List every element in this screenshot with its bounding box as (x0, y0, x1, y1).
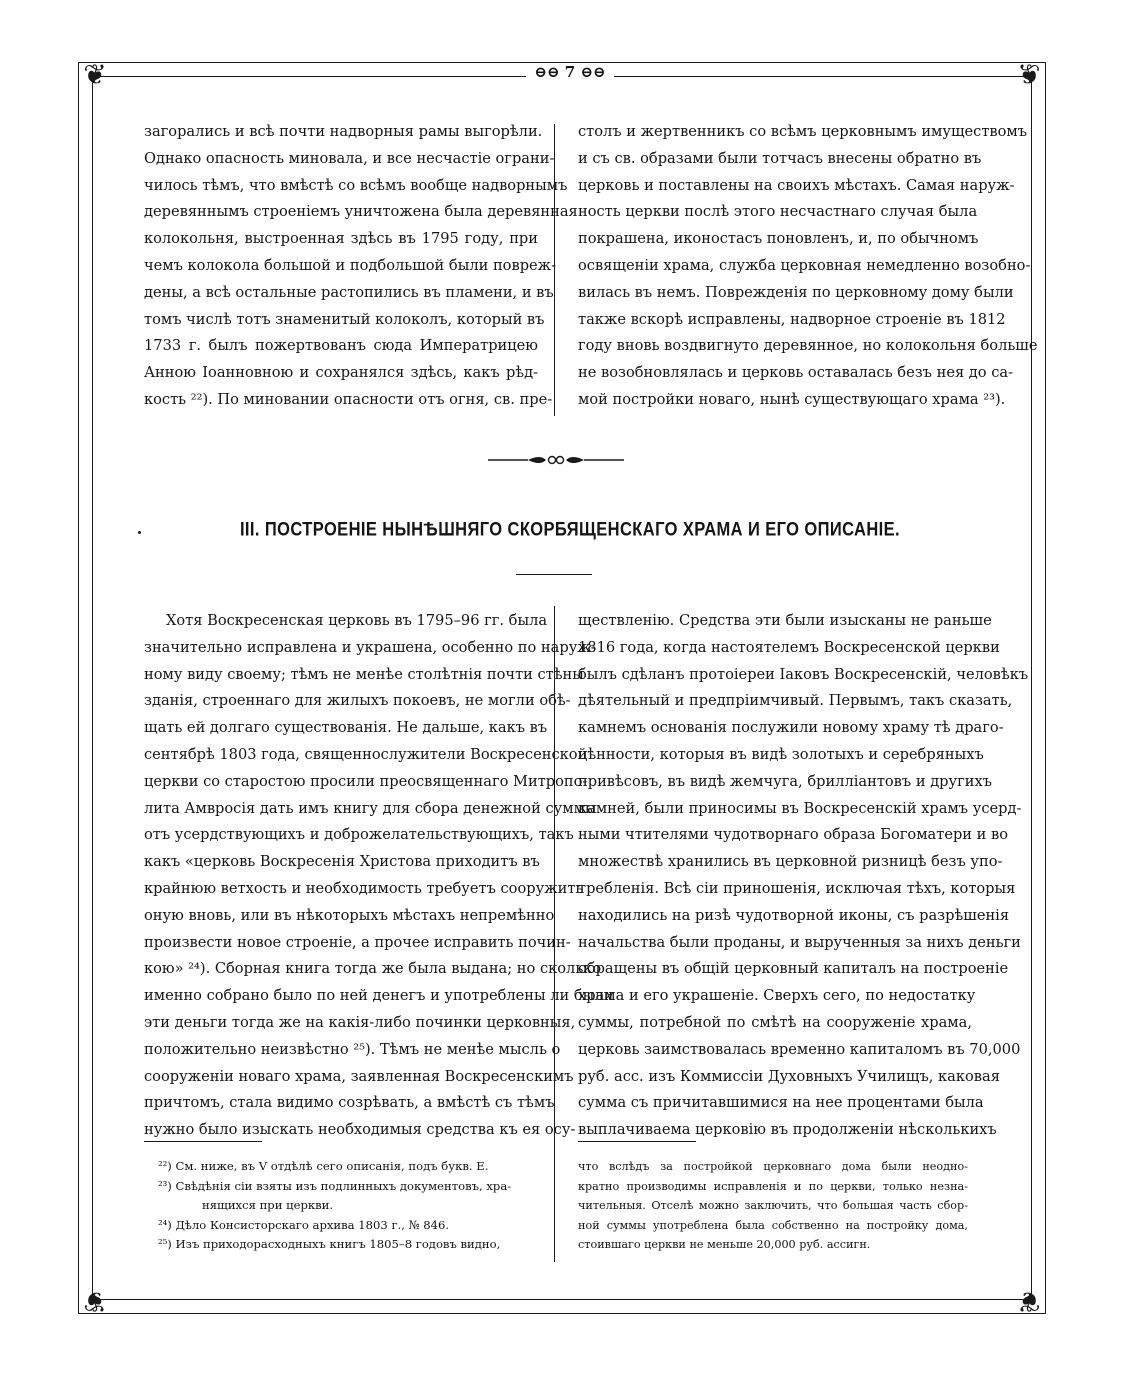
text-line: не возобновлялась и церковь оставалась безъ нея до са- (578, 364, 1014, 382)
bottom-right-column (578, 608, 1029, 1144)
footnote-line: ной суммы употреблена была собственно на постройку дома, (578, 1218, 968, 1232)
text-line: храма и его украшеніе. Сверхъ сего, по недостатку (578, 987, 976, 1005)
text-line: цѣнности, которыя въ видѣ золотыхъ и серебряныхъ (578, 745, 984, 763)
text-line: обращены въ общій церковный капиталъ на построеніе (578, 960, 1009, 978)
text-line: 1816 года, когда настоятелемъ Воскресенской церкви (578, 638, 1000, 656)
text-line: эти деньги тогда же на какія-либо починки церковныя, (144, 1013, 576, 1031)
column-divider (554, 124, 555, 416)
text-line: ному виду своему; тѣмъ не менѣе столѣтнія почти стѣны (144, 665, 584, 683)
text-line: загорались и всѣ почти надворныя рамы выгорѣли. (144, 123, 543, 140)
section-heading: III. ПОСТРОЕНІЕ НЫНѢШНЯГО СКОРБЯЩЕНСКАГО ХРАМА И ЕГО ОПИСАНІЕ. (239, 519, 901, 541)
text-line: сентябрѣ 1803 года, священнослужители Воскресенской (144, 745, 588, 763)
text-line: крайнюю ветхость и необходимость требуетъ сооружить (144, 879, 584, 897)
footnote-line: чительныя. Отселѣ можно заключить, что большая часть сбор- (578, 1199, 968, 1212)
text-line: покрашена, иконостасъ поновленъ, и, по обычномъ (578, 230, 979, 248)
text-line: Хотя Воскресенская церковь въ 1795–96 гг. была (166, 612, 548, 629)
text-line: также вскорѣ исправлены, надворное строеніе въ 1812 (578, 310, 1006, 328)
text-line: былъ сдѣланъ протоіереи Іаковъ Воскресенскій, человѣкъ (578, 665, 1029, 683)
footnote-line: что вслѣдъ за постройкой церковнаго дома были неодно- (578, 1160, 968, 1173)
top-left-column (144, 119, 578, 414)
text-line: нужно было изыскать необходимыя средства къ ея осу- (144, 1121, 576, 1139)
bottom-left-column (144, 608, 614, 1144)
text-line: колокольня, выстроенная здѣсь въ 1795 году, при (144, 230, 538, 248)
text-line: камнемъ основанія послужили новому храму тѣ драго- (578, 719, 1004, 737)
text-line: кость ²²). По миновании опасности отъ огня, св. пре- (144, 390, 553, 408)
text-line: мой постройки новаго, нынѣ существующаго храма ²³). (578, 390, 1006, 408)
text-line: чемъ колокола большой и подбольшой были повреж- (144, 256, 557, 274)
text-line: оную вновь, или въ нѣкоторыхъ мѣстахъ непремѣнно (144, 906, 555, 924)
text-line: 1733 г. былъ пожертвованъ сюда Императрицею (144, 337, 538, 355)
footnote-line: ²²) См. ниже, въ V отдѣлѣ сего описанія, подъ букв. Е. (158, 1159, 489, 1173)
text-line: суммы, потребной по смѣтѣ на сооруженіе храма, (578, 1013, 972, 1031)
corner-ornament-icon: ❦ (1017, 1285, 1041, 1318)
text-line: дѣятельный и предпріимчивый. Первымъ, такъ сказать, (578, 692, 1013, 710)
text-line: произвести новое строеніе, а прочее исправить почин- (144, 933, 571, 951)
text-line: щать ей долгаго существованія. Не дальше, какъ въ (144, 719, 548, 737)
text-line: Анною Іоанновною и сохранялся здѣсь, какъ рѣд- (144, 364, 538, 382)
text-line: множествѣ хранились въ церковной ризницѣ безъ упо- (578, 853, 1003, 871)
text-line: отъ усердствующихъ и доброжелательствующихъ, такъ (144, 826, 574, 844)
text-line: сумма съ причитавшимися на нее процентами была (578, 1094, 984, 1112)
text-line: ществленію. Средства эти были изысканы не раньше (578, 612, 992, 629)
text-line: сооруженіи новаго храма, заявленная Воскресенскимъ (144, 1067, 574, 1085)
text-line: томъ числѣ тотъ знаменитый колоколъ, который въ (144, 310, 545, 328)
text-line: начальства были проданы, и вырученныя за нихъ деньги (578, 933, 1021, 951)
text-line: причтомъ, стала видимо созрѣвать, а вмѣстѣ съ тѣмъ (144, 1094, 555, 1112)
text-line: и съ св. образами были тотчасъ внесены обратно въ (578, 149, 982, 167)
footnote-line: кратно производимы исправленія и по церкви, только незна- (578, 1179, 968, 1193)
text-line: деревяннымъ строеніемъ уничтожена была деревянная (144, 203, 578, 221)
text-line: Однако опасность миновала, и все несчастіе ограни- (144, 149, 555, 167)
text-line: выплачиваема церковію въ продолженіи нѣсколькихъ (578, 1121, 997, 1139)
text-line: освященіи храма, служба церковная немедленно возобно- (578, 256, 1031, 274)
footnotes-right (578, 1157, 968, 1255)
text-line: находились на ризѣ чудотворной иконы, съ разрѣшенія (578, 906, 1010, 924)
footnote-line: стоившаго церкви не меньше 20,000 руб. ассигн. (578, 1238, 871, 1251)
column-divider (554, 606, 555, 1262)
text-line: вилась въ немъ. Поврежденія по церковному дому были (578, 283, 1014, 301)
page-number: ⊖⊖ 7 ⊖⊖ (0, 62, 1140, 82)
section-divider-ornament-icon (488, 452, 624, 468)
footnote-rule (144, 1141, 262, 1142)
corner-ornament-icon: ❦ (1017, 58, 1041, 91)
text-line: лита Амвросія дать имъ книгу для сбора денежной суммы (144, 799, 597, 817)
text-line: значительно исправлена и украшена, особенно по наруж- (144, 638, 596, 656)
text-line: ность церкви послѣ этого несчастнаго случая была (578, 203, 978, 221)
text-line: церкви со старостою просили преосвященнаго Митропо- (144, 772, 588, 790)
text-line: привѣсовъ, въ видѣ жемчуга, бриллiантовъ и другихъ (578, 772, 992, 790)
top-right-column (578, 119, 1038, 414)
text-line: году вновь воздвигнуто деревянное, но колокольня больше (578, 337, 1038, 355)
text-line: ными чтителями чудотворнаго образа Богоматери и во (578, 826, 1009, 844)
footnote-line: ²⁵) Изъ приходорасходныхъ книгъ 1805–8 годовъ видно, (158, 1237, 501, 1251)
text-line: дены, а всѣ остальные растопились въ пламени, и въ (144, 283, 554, 301)
footnote-line: ²³) Свѣдѣнія сіи взяты изъ подлинныхъ документовъ, хра- (158, 1178, 512, 1193)
text-line: камней, были приносимы въ Воскресенскій храмъ усерд- (578, 799, 1022, 817)
text-line: какъ «церковь Воскресенія Христова приходитъ въ (144, 853, 540, 871)
text-line: кою» ²⁴). Сборная книга тогда же была выдана; но сколько (144, 960, 602, 978)
corner-ornament-icon: ❦ (83, 58, 107, 91)
text-line: руб. асс. изъ Коммиссіи Духовныхъ Училищъ, каковая (578, 1067, 1000, 1085)
corner-ornament-icon: ❦ (83, 1285, 107, 1318)
footnote-rule (578, 1141, 696, 1142)
text-line: требленія. Всѣ сіи приношенія, исключая тѣхъ, которыя (578, 879, 1016, 897)
text-line: зданія, строеннаго для жилыхъ покоевъ, не могли обѣ- (144, 692, 571, 710)
text-line: церковь и поставлены на своихъ мѣстахъ. Самая наруж- (578, 176, 1015, 194)
heading-underline (516, 574, 592, 575)
text-line: положительно неизвѣстно ²⁵). Тѣмъ не менѣе мысль о (144, 1040, 561, 1058)
footnotes-left (158, 1157, 540, 1255)
text-line: столъ и жертвенникъ со всѣмъ церковнымъ имуществомъ (578, 123, 1028, 140)
footnote-line: ²⁴) Дѣло Консисторскаго архива 1803 г., № 846. (158, 1217, 450, 1232)
footnote-line: нящихся при церкви. (202, 1198, 334, 1212)
text-line: чилось тѣмъ, что вмѣстѣ со всѣмъ вообще надворнымъ (144, 176, 568, 194)
text-line: церковь заимствовалась временно капиталомъ въ 70,000 (578, 1040, 1021, 1058)
text-line: именно собрано было по ней денегъ и употреблены ли были (144, 987, 614, 1005)
